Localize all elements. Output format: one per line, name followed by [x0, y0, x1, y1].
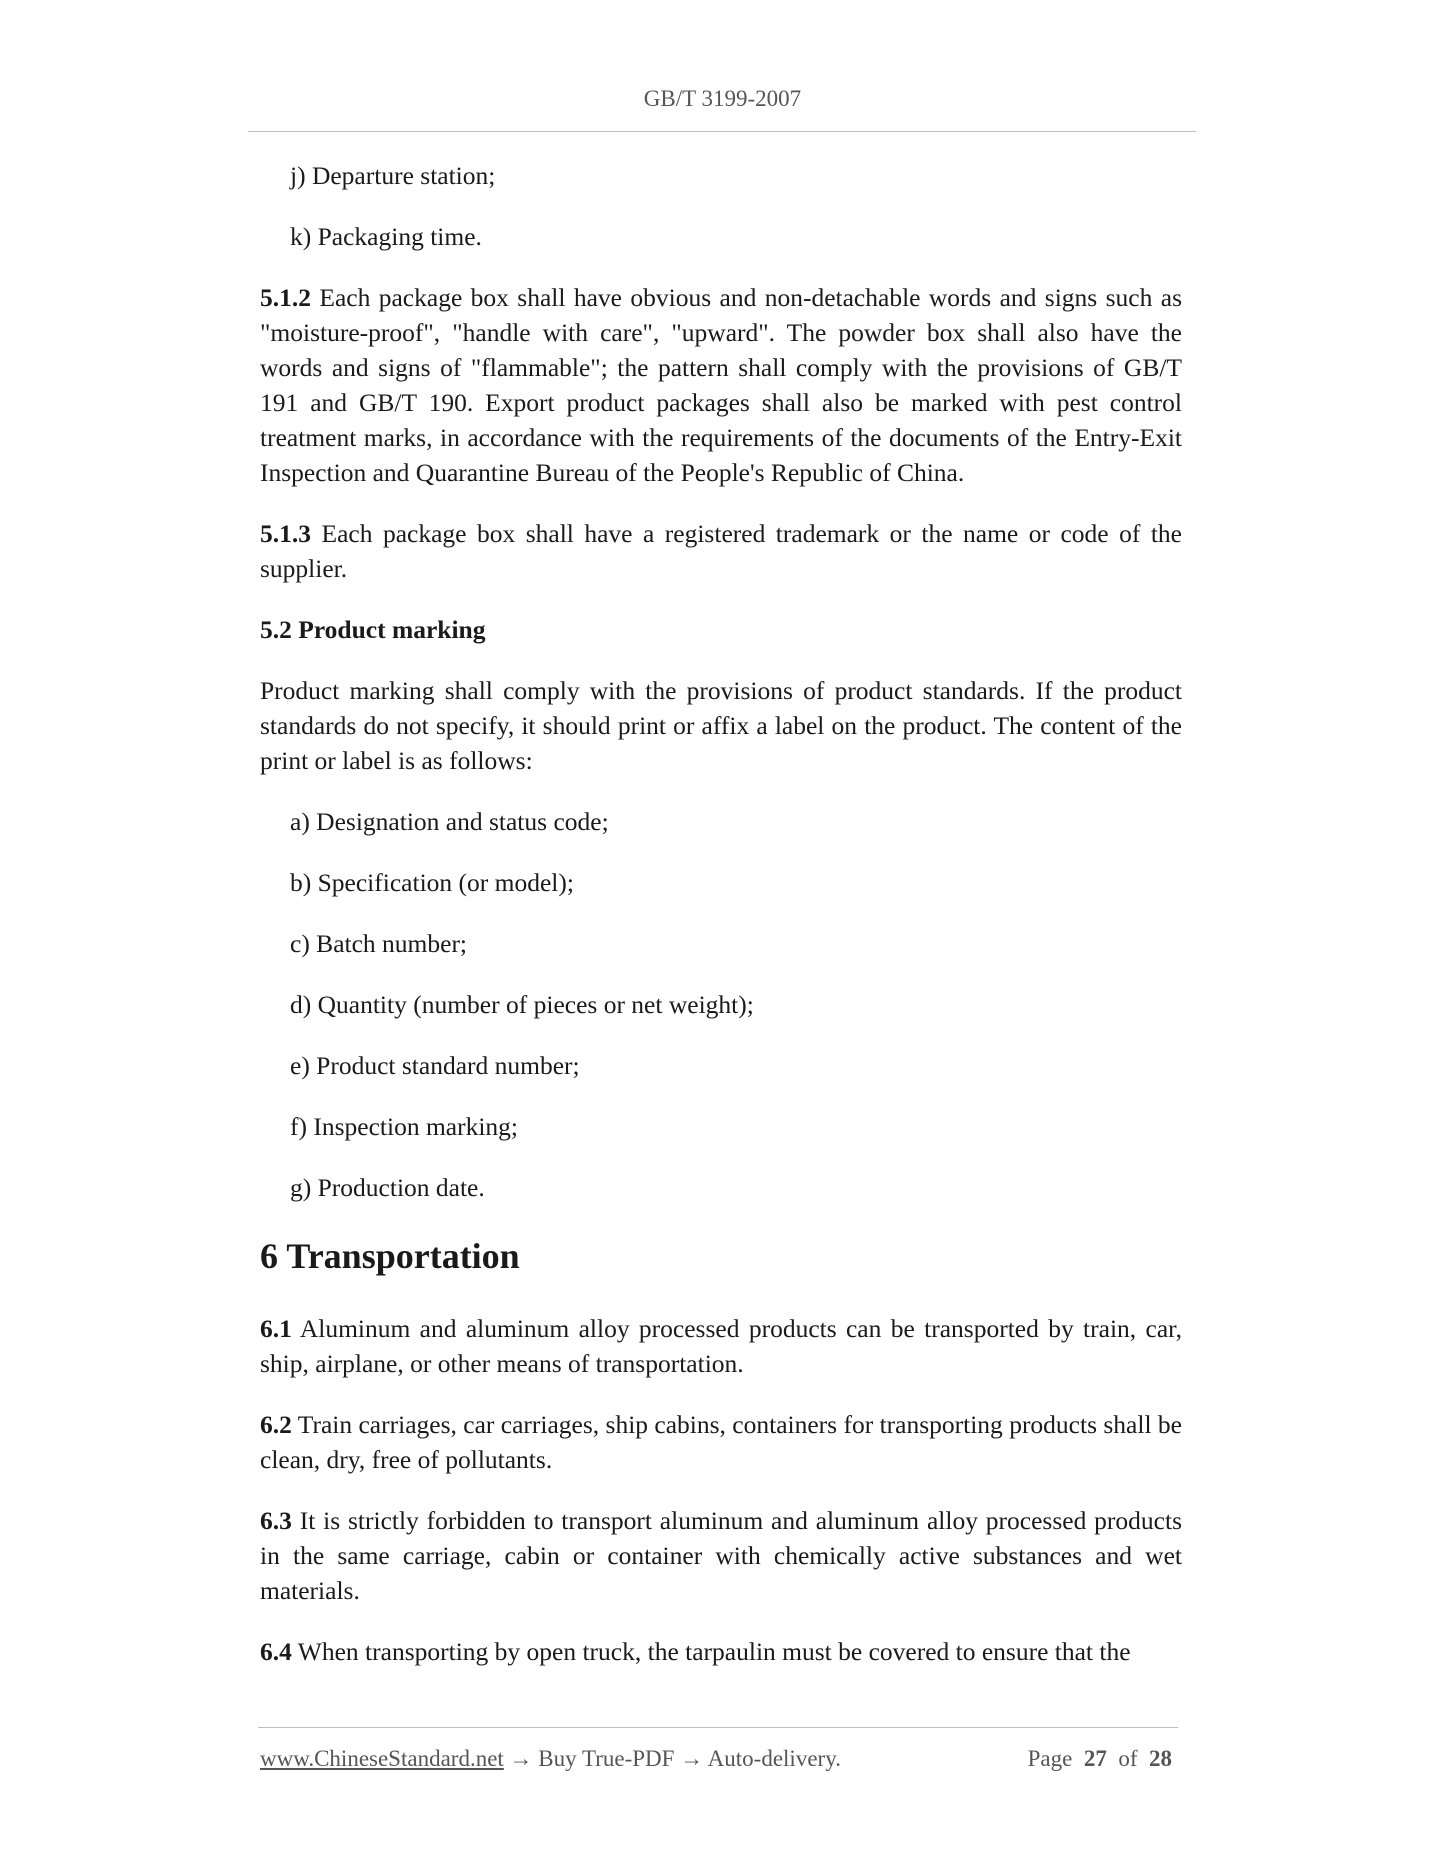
clause-5-1-3	[260, 516, 1182, 586]
clause-6-3	[260, 1503, 1182, 1608]
paragraph-5-2: Product marking shall comply with the provisions of product standards. If the product standards do not specify, it should print or affix a label on the product. The content of the print or label is as follows:	[260, 676, 1182, 775]
clause-number: 6.1	[260, 1314, 292, 1343]
list-item: b) Specification (or model);	[290, 868, 574, 897]
clause-text: Train carriages, car carriages, ship cabins, containers for transporting products shall be clean, dry, free of pollutants.	[260, 1410, 1182, 1474]
site-link[interactable]: www.ChineseStandard.net	[260, 1746, 504, 1771]
clause-5-1-2	[260, 280, 1182, 490]
clause-text: Each package box shall have obvious and non-detachable words and signs such as "moisture-proof", "handle with care", "upward". The powder box shall also have the words and signs of "flammable"; the pattern shall comply with the provisions of GB/T 191 and GB/T 190. Export product packages shall also be marked with pest control treatment marks, in accordance with the requirements of the documents of the Entry-Exit Inspection and Quarantine Bureau of the People's Republic of China.	[260, 283, 1182, 487]
header-rule	[248, 131, 1196, 132]
page-indicator	[1028, 1746, 1172, 1772]
clause-text: Each package box shall have a registered trademark or the name or code of the supplier.	[260, 519, 1182, 583]
subsection-heading-5-2: 5.2 Product marking	[260, 615, 486, 644]
clause-text: It is strictly forbidden to transport aluminum and aluminum alloy processed products in the same carriage, cabin or container with chemically active substances and wet materials.	[260, 1506, 1182, 1605]
clause-6-2	[260, 1407, 1182, 1477]
of-label: of	[1118, 1746, 1138, 1771]
arrow-right-icon: →	[503, 1746, 539, 1771]
list-item: c) Batch number;	[290, 929, 468, 958]
total-page-number: 28	[1149, 1746, 1172, 1771]
list-item: g) Production date.	[290, 1173, 485, 1202]
clause-6-1	[260, 1311, 1182, 1381]
list-item: k) Packaging time.	[290, 222, 482, 251]
clause-text: When transporting by open truck, the tarpaulin must be covered to ensure that the	[291, 1637, 1131, 1666]
clause-text: Aluminum and aluminum alloy processed products can be transported by train, car, ship, airplane, or other means of transportation.	[260, 1314, 1182, 1378]
list-item: j) Departure station;	[290, 161, 496, 190]
clause-6-4	[260, 1634, 1182, 1669]
arrow-right-icon: →	[674, 1746, 708, 1771]
clause-number: 5.1.3	[260, 519, 311, 548]
auto-delivery-text: Auto-delivery.	[707, 1746, 841, 1771]
clause-number: 6.2	[260, 1410, 292, 1439]
list-item: a) Designation and status code;	[290, 807, 609, 836]
page-header: GB/T 3199-2007	[643, 86, 802, 111]
list-item: f) Inspection marking;	[290, 1112, 519, 1141]
buy-pdf-text: Buy True-PDF	[538, 1746, 675, 1771]
clause-number: 5.1.2	[260, 283, 311, 312]
footer-rule	[258, 1727, 1178, 1728]
list-item: d) Quantity (number of pieces or net weight);	[290, 990, 754, 1019]
clause-number: 6.4	[260, 1637, 292, 1666]
document-body	[260, 158, 1182, 1695]
list-item: e) Product standard number;	[290, 1051, 580, 1080]
page-label: Page	[1027, 1746, 1073, 1771]
current-page-number: 27	[1083, 1746, 1107, 1771]
section-title-6: 6 Transportation	[260, 1236, 520, 1276]
clause-number: 6.3	[260, 1506, 292, 1535]
footer-promo	[260, 1746, 841, 1772]
